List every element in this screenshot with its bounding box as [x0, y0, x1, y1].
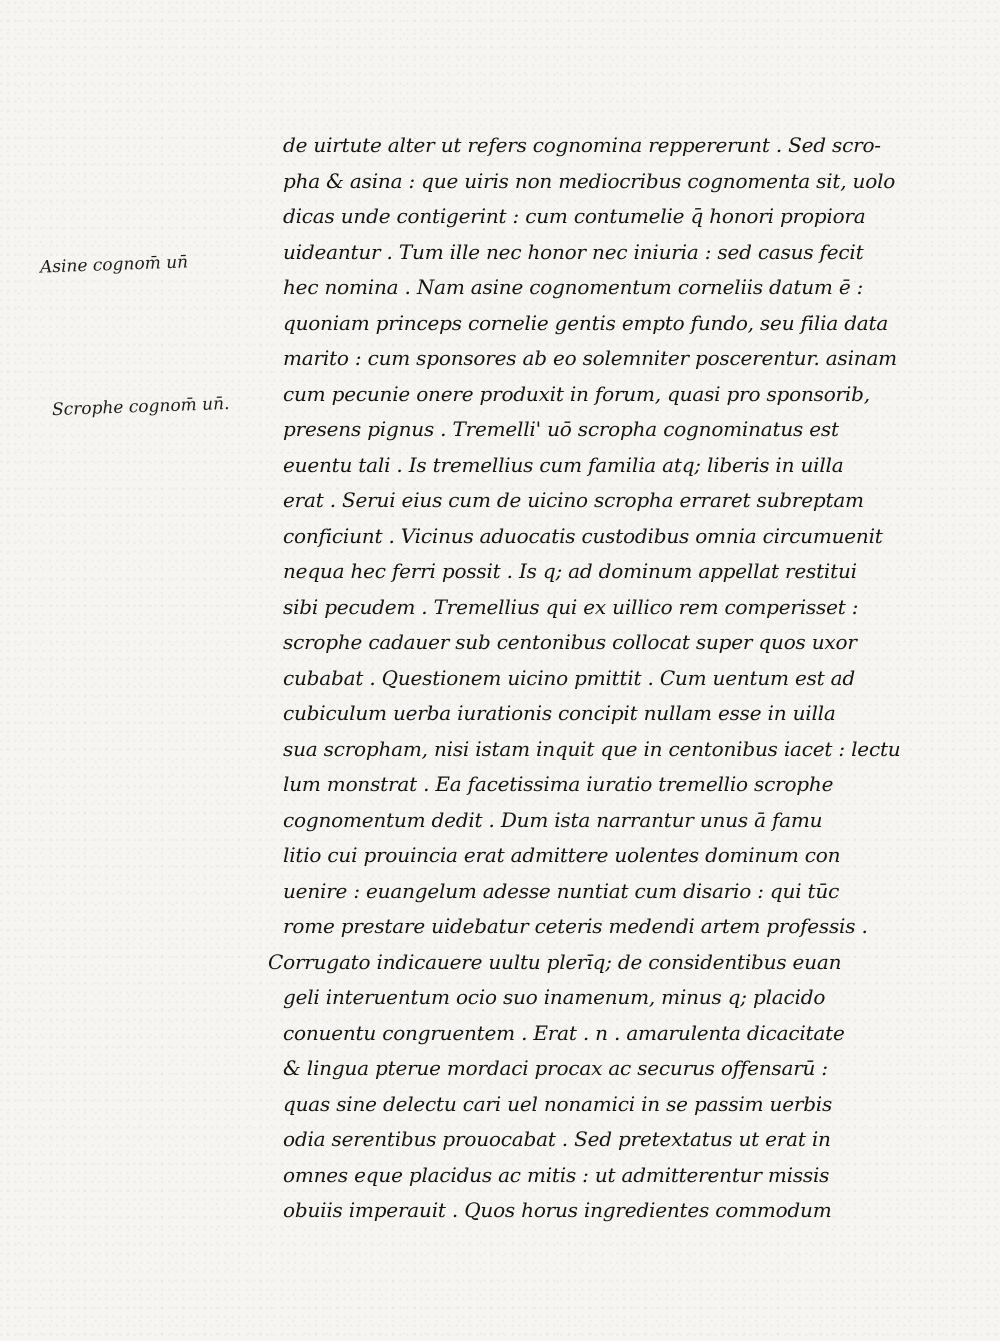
margin-note-scrophe: Scrophe cognom̄ un̄.	[51, 393, 230, 421]
text-line: litio cui prouincia erat admittere uolentes dominum con	[283, 843, 841, 867]
text-line: omnes eque placidus ac mitis : ut admitterentur missis	[283, 1162, 830, 1187]
text-line: dicas unde contigerint : cum contumelie q̄ honori propiora	[283, 204, 866, 228]
text-line: quoniam princeps cornelie gentis empto fundo, seu filia data	[283, 310, 889, 335]
margin-note-asine: Asine cognom̄ un̄	[39, 252, 189, 278]
text-line: uenire : euangelum adesse nuntiat cum disario : qui tūc	[283, 878, 840, 903]
text-line: cum pecunie onere produxit in forum, quasi pro sponsorib,	[283, 381, 870, 406]
text-line: uideantur . Tum ille nec honor nec iniuria : sed casus fecit	[283, 239, 864, 264]
text-line: erat . Serui eius cum de uicino scropha erraret subreptam	[283, 488, 864, 512]
text-line: presens pignus . Tremelli' uō scropha cognominatus est	[283, 417, 839, 441]
text-line: de uirtute alter ut refers cognomina reppererunt . Sed scro-	[283, 133, 881, 157]
text-line: rome prestare uidebatur ceteris medendi artem professis .	[283, 914, 868, 938]
text-line: sibi pecudem . Tremellius qui ex uillico rem comperisset :	[283, 594, 859, 619]
text-line: & lingua pterue mordaci procax ac securus offensarū :	[283, 1056, 828, 1080]
text-line: pha & asina : que uiris non mediocribus cognomenta sit, uolo	[283, 168, 896, 193]
text-line: marito : cum sponsores ab eo solemniter poscerentur. asinam	[283, 346, 897, 370]
main-text-block	[268, 128, 933, 1229]
text-line: conficiunt . Vicinus aduocatis custodibus omnia circumuenit	[283, 523, 883, 548]
text-line: geli interuentum ocio suo inamenum, minus q; placido	[283, 985, 826, 1009]
text-line: Corrugato indicauere uultu plerīq; de considentibus euan	[268, 949, 842, 974]
text-line: conuentu congruentem . Erat . n . amarulenta dicacitate	[283, 1020, 845, 1045]
text-line: hec nomina . Nam asine cognomentum corneliis datum ē :	[283, 275, 864, 299]
text-line: nequa hec ferri possit . Is q; ad dominum appellat restitui	[283, 559, 857, 583]
text-line: lum monstrat . Ea facetissima iuratio tremellio scrophe	[283, 772, 834, 796]
text-line: cubabat . Questionem uicino pmittit . Cum uentum est ad	[283, 665, 855, 690]
text-line: odia serentibus prouocabat . Sed pretextatus ut erat in	[283, 1127, 831, 1151]
text-line: quas sine delectu cari uel nonamici in se passim uerbis	[283, 1091, 833, 1116]
text-line: obuiis imperauit . Quos horus ingredientes commodum	[283, 1198, 832, 1222]
text-line: cubiculum uerba iurationis concipit nullam esse in uilla	[283, 701, 836, 725]
text-line: cognomentum dedit . Dum ista narrantur unus ā famu	[283, 807, 823, 832]
text-line: sua scropham, nisi istam inquit que in centonibus iacet : lectu	[283, 736, 901, 761]
text-line: scrophe cadauer sub centonibus collocat super quos uxor	[283, 630, 857, 654]
text-line: euentu tali . Is tremellius cum familia atq; liberis in uilla	[283, 452, 844, 477]
